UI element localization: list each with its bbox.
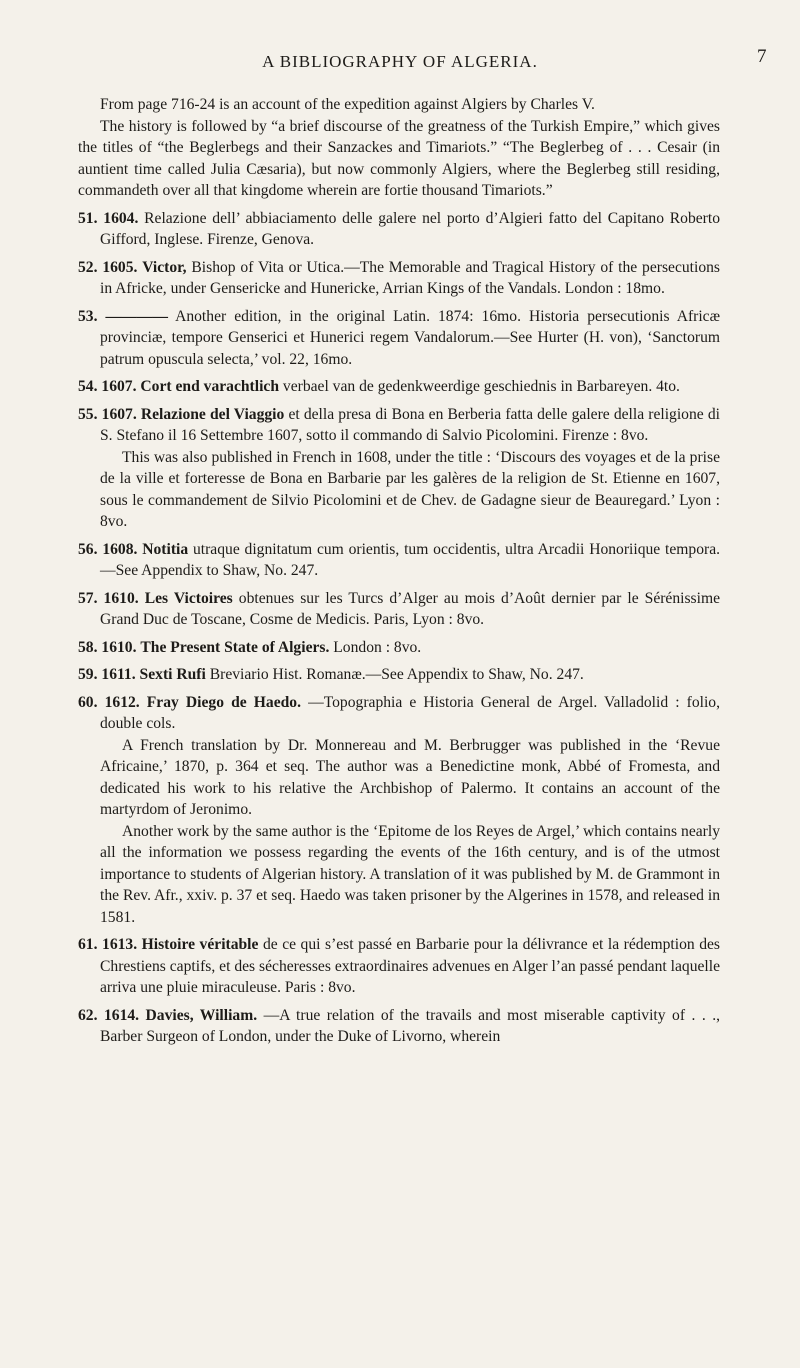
bibliography-entry <box>78 404 720 533</box>
entry-year: 1604. <box>103 209 139 227</box>
bibliography-entry <box>78 376 720 398</box>
entry-heading: Fray Diego de Haedo. <box>146 693 302 711</box>
bibliography-entry <box>78 588 720 631</box>
entry-heading: Sexti Rufi <box>139 666 206 683</box>
entry-note: Another work by the same author is the ‘Epitome de los Reyes de Argel,’ which contains nearly all the information we possess regarding the events of the 16th century, and is of the utmost importance to students of Algerian history. A translation of it was published by M. de Grammont in the Rev. Afr., xxiv. p. 37 et seq. Haedo was taken prisoner by the Algerines in 1578, and released in 1581. <box>100 822 720 926</box>
entry-number: 59. <box>78 666 98 683</box>
body-text <box>78 94 720 1048</box>
entry-number: 62. <box>78 1006 98 1024</box>
entry-year: 1610. <box>101 638 137 656</box>
entry-year: 1612. <box>104 693 140 711</box>
entry-year: 1608. <box>102 540 138 558</box>
entry-note: This was also published in French in 1608, under the title : ‘Discours des voyages et de la prise de la ville et forteresse de Bona en Barbarie par les galères de la religion de St. Etienne en 1607, sous le commandement de Silvio Picolomini et de Chev. de Gadagne sieur de Beauregard.’ Lyon : 8vo. <box>100 448 720 530</box>
entry-text: Relazione dell’ abbiaciamento delle galere nel porto d’Algieri fatto del Capitano Roberto Gifford, Inglese. Firenze, Genova. <box>100 209 720 248</box>
entry-number: 54. <box>78 378 98 395</box>
bibliography-entry <box>78 664 720 686</box>
entry-year: 1607. <box>101 405 137 423</box>
entry-text: Bishop of Vita or Utica.—The Memorable and Tragical History of the persecutions in Africke, under Gensericke and Hunericke, Arrian Kings of the Vandals. London : 18mo. <box>100 258 720 297</box>
entry-year: 1607. <box>101 378 137 395</box>
bibliography-entry <box>78 637 720 659</box>
entry-text: utraque dignitatum cum orientis, tum occidentis, ultra Arcadii Honoriique tempora.—See Appendix to Shaw, No. 247. <box>100 540 721 579</box>
entry-year: 1614. <box>103 1006 140 1024</box>
entry-number: 55. <box>78 405 98 423</box>
intro-paragraph: From page 716-24 is an account of the expedition against Algiers by Charles V. <box>100 96 595 113</box>
entry-number: 60. <box>78 693 98 711</box>
bibliography-entry <box>78 1005 720 1048</box>
entry-heading: Davies, William. <box>145 1006 258 1024</box>
intro-paragraph: The history is followed by “a brief discourse of the greatness of the Turkish Empire,” which gives the titles of “the Beglerbegs and their Sanzackes and Timariots.” “The Beglerbeg of . . . Cesair (in auntient time called Julia Cæsaria), but now commonly Algiers, where the Beglerbeg still residing, commandeth over all that kingdome wherein are fortie thousand Timariots.” <box>78 117 720 199</box>
entry-number: 58. <box>78 638 98 656</box>
entry-heading: Les Victoires <box>144 589 233 607</box>
page-number: 7 <box>757 46 767 67</box>
entry-heading: Victor, <box>142 258 187 276</box>
entry-year: 1605. <box>102 258 138 276</box>
bibliography-entry <box>78 257 720 300</box>
entry-text: London : 8vo. <box>333 638 422 656</box>
bibliography-entry <box>78 208 720 251</box>
entry-number: 57. <box>78 589 98 607</box>
entry-number: 61. <box>78 936 98 953</box>
entry-text: verbael van de gedenkweerdige geschiednis in Barbareyen. 4to. <box>282 378 680 395</box>
entry-heading: Cort end varachtlich <box>140 378 279 395</box>
entry-text: Breviario Hist. Romanæ.—See Appendix to Shaw, No. 247. <box>209 666 584 683</box>
entry-year: 1613. <box>102 936 138 953</box>
entry-text: obtenues sur les Turcs d’Alger au mois d’Août dernier par le Sérénissime Grand Duc de Toscane, Cosme de Medicis. Paris, Lyon : 8vo. <box>100 589 721 628</box>
entry-text: —Topographia e Historia General de Argel. Valladolid : folio, double cols. <box>100 693 720 732</box>
entry-heading: Histoire véritable <box>141 936 259 953</box>
entry-year: ———— <box>105 307 168 325</box>
entry-text: Another edition, in the original Latin. 1874: 16mo. Historia persecutionis Africæ provinciæ, tempore Genserici et Hunerici regem Vandalorum.—See Hurter (H. von), ‘Sanctorum patrum opuscula selecta,’ vol. 22, 16mo. <box>100 307 720 368</box>
entry-number: 53. <box>78 307 98 325</box>
bibliography-entry <box>78 539 720 582</box>
entry-text: —A true relation of the travails and most miserable captivity of . . ., Barber Surgeon of London, under the Duke of Livorno, wherein <box>100 1006 720 1045</box>
bibliography-entry <box>78 692 720 929</box>
entry-heading: Notitia <box>142 540 189 558</box>
entry-heading: The Present State of Algiers. <box>140 638 330 656</box>
entry-number: 52. <box>78 258 98 276</box>
entry-text: de ce qui s’est passé en Barbarie pour la délivrance et la rédemption des Chrestiens captifs, et des sécheresses extraordinaires advenues en Alger l’an passé pendant laquelle arriva une pluie miraculeuse. Paris : 8vo. <box>100 936 720 996</box>
entry-number: 56. <box>78 540 98 558</box>
bibliography-entry <box>78 934 720 999</box>
entry-year: 1610. <box>103 589 139 607</box>
entry-year: 1611. <box>101 666 136 683</box>
entry-note: A French translation by Dr. Monnereau and M. Berbrugger was published in the ‘Revue Africaine,’ 1870, p. 364 et seq. The author was a Benedictine monk, Abbé of Fromesta, and dedicated his work to his relative the Archbishop of Palermo. It contains an account of the martyrdom of Jeronimo. <box>100 736 720 818</box>
entry-heading: Relazione del Viaggio <box>140 405 285 423</box>
bibliography-entry <box>78 306 720 371</box>
running-head: A BIBLIOGRAPHY OF ALGERIA. <box>262 52 538 71</box>
entry-text: et della presa di Bona en Berberia fatta delle galere della religione di S. Stefano il 16 Settembre 1607, sotto il commando di Salvio Picolomini. Firenze : 8vo. <box>100 405 720 444</box>
entry-number: 51. <box>78 209 98 227</box>
